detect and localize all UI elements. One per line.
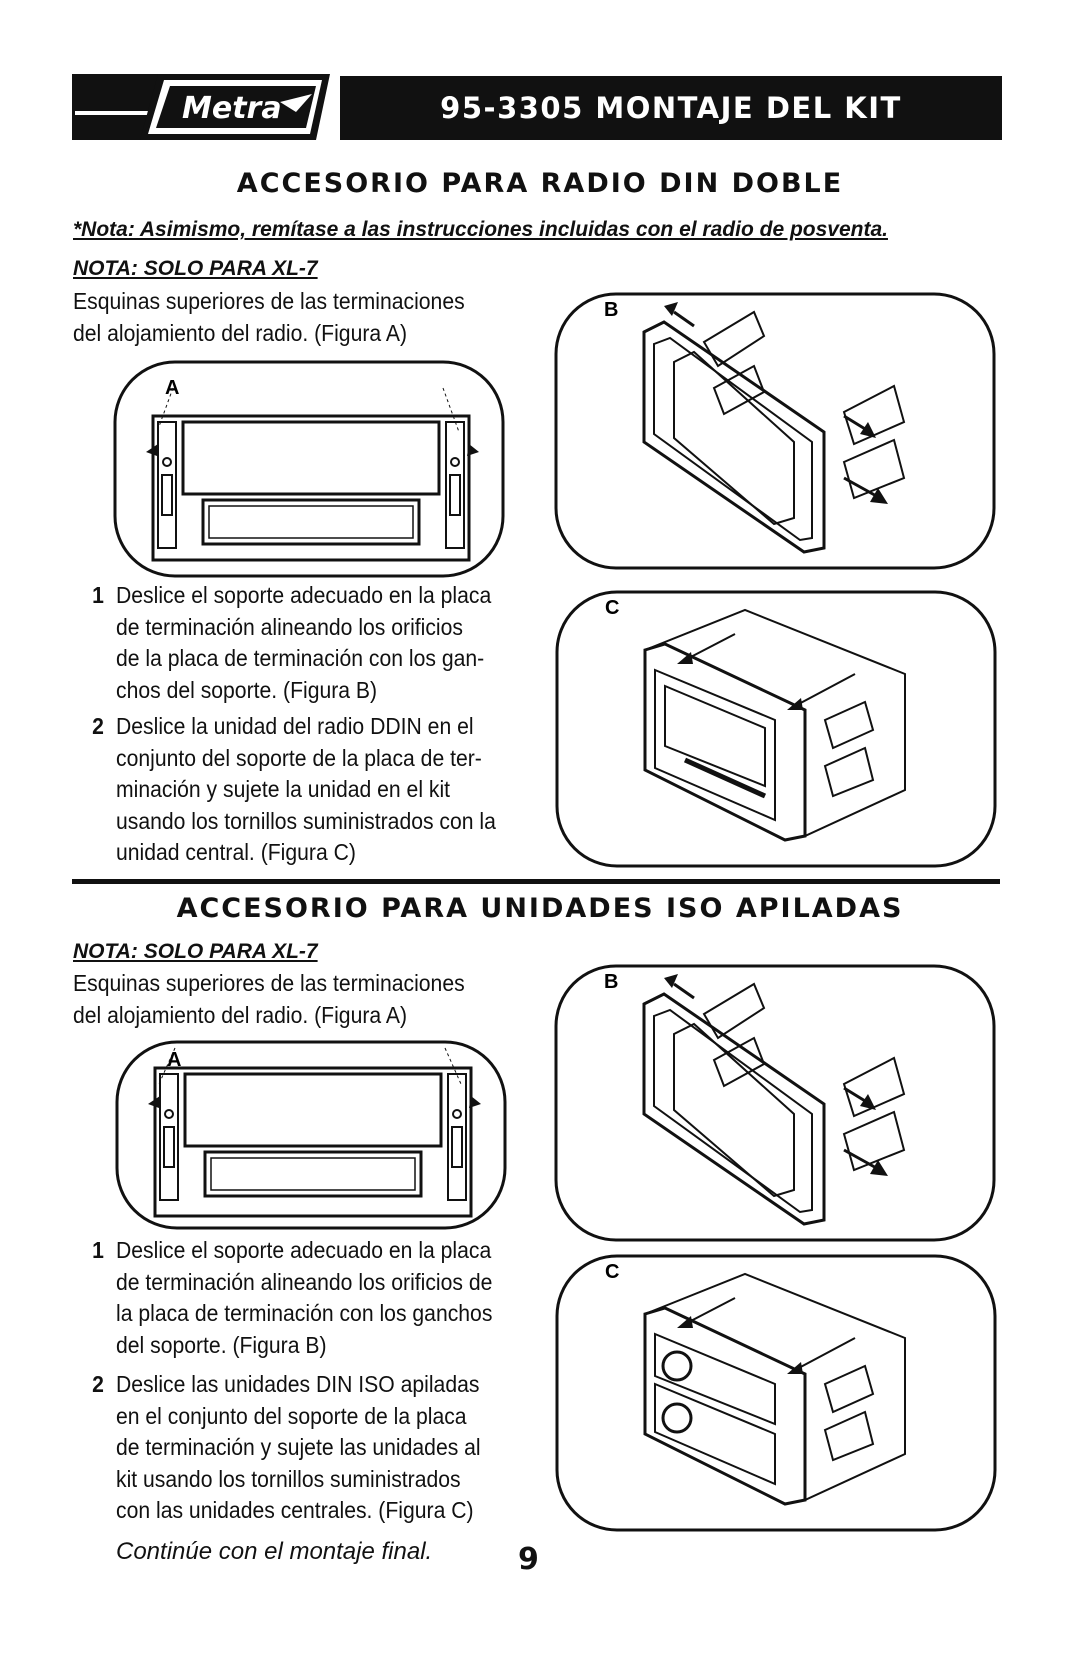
section1-figure-b — [554, 292, 996, 570]
section1-step-1-num: 1 — [92, 582, 104, 608]
section1-step-1-line: Deslice el soporte adecuado en la placa — [116, 582, 492, 608]
section2-step-1-num: 1 — [92, 1237, 104, 1263]
section2-step-2-line: de terminación y sujete las unidades al — [116, 1434, 481, 1460]
section1-title: ACCESORIO PARA RADIO DIN DOBLE — [236, 168, 844, 199]
section2-step-2-line: en el conjunto del soporte de la placa — [116, 1402, 467, 1429]
section1-note-xl7: NOTA: SOLO PARA XL-7 — [73, 257, 318, 280]
section1-step-1-line: chos del soporte. (Figura B) — [116, 676, 378, 703]
metra-logo — [130, 72, 335, 142]
section2-intro-line1: Esquinas superiores de las terminaciones — [73, 970, 465, 996]
section2-step-2 — [92, 1369, 481, 1527]
page-title — [340, 76, 1002, 140]
section2-step-1 — [92, 1235, 493, 1361]
continue-text: Continúe con el montaje final. — [116, 1538, 433, 1565]
section2-figure-c — [555, 1254, 997, 1532]
section1-fig-c-label: C — [605, 597, 620, 619]
section2-intro-line2: del alojamiento del radio. (Figura A) — [73, 1001, 408, 1028]
section1-note-general: *Nota: Asimismo, remítase a las instrucciones incluidas con el radio de posventa. — [73, 218, 888, 241]
section1-fig-b-label: B — [604, 299, 619, 321]
section2-title: ACCESORIO PARA UNIDADES ISO APILADAS — [176, 893, 904, 924]
section1-step-2-line: conjunto del soporte de la placa de ter- — [116, 744, 482, 771]
section2-step-2-num: 2 — [92, 1371, 104, 1397]
section2-intro — [73, 968, 465, 1031]
section1-step-2-line: unidad central. (Figura C) — [116, 839, 356, 865]
section1-figure-c — [555, 590, 997, 868]
section1-step-2-line: usando los tornillos suministrados con la — [116, 807, 496, 834]
section1-intro-line1: Esquinas superiores de las terminaciones — [73, 288, 465, 314]
section1-figure-a — [113, 360, 505, 578]
section2-step-1-line: la placa de terminación con los ganchos — [116, 1300, 493, 1326]
section2-fig-c-label: C — [605, 1261, 620, 1283]
section1-step-2-line: Deslice la unidad del radio DDIN en el — [116, 713, 474, 739]
section2-figure-a — [115, 1040, 507, 1230]
section2-note-xl7: NOTA: SOLO PARA XL-7 — [73, 940, 318, 963]
page-number: 9 — [518, 1542, 539, 1577]
section-divider — [72, 879, 1000, 884]
section1-fig-a-label: A — [165, 377, 180, 399]
section1-step-1-line: de terminación alineando los orificios — [116, 613, 463, 640]
section1-step-2 — [92, 711, 496, 869]
section1-step-2-num: 2 — [92, 713, 104, 739]
section2-step-2-line: kit usando los tornillos suministrados — [116, 1465, 461, 1492]
section2-step-1-line: Deslice el soporte adecuado en la placa — [116, 1237, 492, 1263]
section2-fig-a-label: A — [167, 1049, 182, 1071]
page-title-text: 95-3305 MONTAJE DEL KIT — [440, 91, 902, 125]
section2-step-1-line: del soporte. (Figura B) — [116, 1331, 327, 1358]
section1-step-1-line: de la placa de terminación con los gan- — [116, 645, 485, 671]
section1-step-2-line: minación y sujete la unidad en el kit — [116, 776, 451, 802]
section2-step-2-line: con las unidades centrales. (Figura C) — [116, 1497, 474, 1523]
logo-text: Metra — [182, 91, 282, 126]
section1-intro — [73, 286, 465, 349]
section2-step-2-line: Deslice las unidades DIN ISO apiladas — [116, 1371, 480, 1397]
section2-fig-b-label: B — [604, 971, 619, 993]
section2-step-1-line: de terminación alineando los orificios de — [116, 1268, 493, 1295]
section1-step-1 — [92, 580, 492, 706]
section2-figure-b — [554, 964, 996, 1242]
section1-intro-line2: del alojamiento del radio. (Figura A) — [73, 319, 408, 346]
